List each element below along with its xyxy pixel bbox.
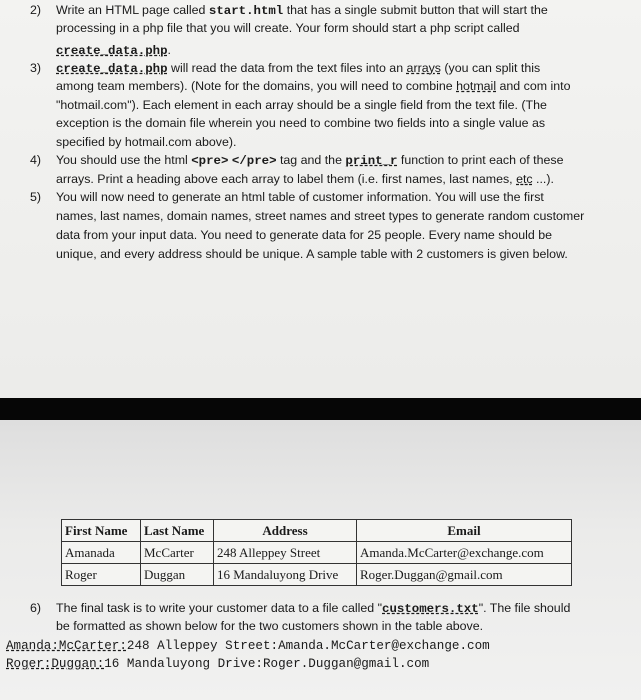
cell-last-name: Duggan: [141, 564, 214, 586]
code-token: customers.txt: [382, 602, 479, 616]
text-run: ...).: [532, 172, 554, 186]
text-run: among team members). (Note for the domains, you will need to combine: [56, 79, 457, 93]
code-token: <pre>: [191, 154, 229, 168]
text-run: processing in a php file that you will create. Your form should start a php script called: [56, 21, 520, 35]
file-line-name: Roger:Duggan:: [6, 657, 105, 671]
emphasized-word: etc: [516, 172, 533, 186]
code-token: print_r: [345, 154, 398, 168]
code-token: create_data.php: [56, 62, 168, 76]
cell-address: 248 Alleppey Street: [214, 542, 357, 564]
header-last-name: Last Name: [141, 520, 214, 542]
instruction-line: [56, 60, 540, 77]
instruction-line: [56, 600, 570, 617]
text-run: The final task is to write your customer data to a file called ": [56, 601, 383, 615]
header-email: Email: [357, 520, 572, 542]
header-address: Address: [214, 520, 357, 542]
instruction-line: [56, 2, 548, 19]
instruction-line: [56, 208, 584, 224]
text-run: data from your input data. You need to generate data for 25 people. Every name should be: [56, 228, 552, 242]
text-run: be formatted as shown below for the two customers shown in the table above.: [56, 619, 484, 633]
instruction-line: [56, 227, 552, 243]
cell-address: 16 Mandaluyong Drive: [214, 564, 357, 586]
text-run: Write an HTML page called: [56, 3, 209, 17]
table-row: [62, 564, 572, 586]
text-run: unique, and every address should be unique. A sample table with 2 customers is given below.: [56, 247, 568, 261]
item-number: 5): [30, 190, 42, 204]
instruction-line: [56, 171, 554, 187]
instruction-line: [56, 42, 171, 59]
file-line-rest: 248 Alleppey Street:Amanda.McCarter@exchange.com: [126, 639, 490, 653]
cell-email: Amanda.McCarter@exchange.com: [357, 542, 572, 564]
item-number: 6): [30, 601, 42, 615]
emphasized-word: arrays: [406, 61, 441, 75]
item-number: 3): [30, 61, 42, 75]
instruction-line: [56, 189, 544, 205]
text-run: ". The file should: [478, 601, 571, 615]
text-run: (you can split this: [440, 61, 541, 75]
text-run: exception is the domain file wherein you need to combine two fields into a single value as: [56, 116, 546, 130]
code-token: </pre>: [231, 154, 277, 168]
text-run: names, last names, domain names, street names and street types to generate random customer: [56, 209, 585, 223]
instruction-line: [56, 97, 547, 113]
text-run: that has a single submit button that will start the: [283, 3, 548, 17]
customer-table: [61, 519, 572, 586]
instruction-line: [56, 618, 483, 634]
text-run: specified by hotmail.com above).: [56, 135, 237, 149]
file-line: [6, 638, 490, 654]
cell-first-name: Roger: [62, 564, 141, 586]
instruction-line: [56, 246, 568, 262]
text-run: .: [167, 43, 171, 57]
black-separator-band: [0, 398, 641, 420]
file-line-name: Amanda:McCarter:: [6, 639, 127, 653]
instruction-line: [56, 20, 520, 36]
file-line-rest: 16 Mandaluyong Drive:Roger.Duggan@gmail.com: [104, 657, 430, 671]
text-run: arrays. Print a heading above each array to label them (i.e. first names, last names,: [56, 172, 517, 186]
emphasized-word: hotmail: [456, 79, 497, 93]
instruction-line: [56, 152, 564, 169]
text-run: "hotmail.com"). Each element in each array should be a single field from the text file. (The: [56, 98, 547, 112]
cell-first-name: Amanada: [62, 542, 141, 564]
file-line: [6, 656, 429, 672]
cell-email: Roger.Duggan@gmail.com: [357, 564, 572, 586]
instruction-line: [56, 78, 570, 94]
code-token: start.html: [208, 4, 284, 18]
instruction-line: [56, 115, 545, 131]
text-run: will read the data from the text files into an: [167, 61, 407, 75]
text-run: You will now need to generate an html table of customer information. You will use the first: [56, 190, 544, 204]
text-run: tag and the: [276, 153, 346, 167]
header-first-name: First Name: [62, 520, 141, 542]
table-header-row: [62, 520, 572, 542]
instruction-line: [56, 134, 236, 150]
table-row: [62, 542, 572, 564]
text-run: You should use the html: [56, 153, 192, 167]
text-run: function to print each of these: [397, 153, 564, 167]
text-run: and com into: [496, 79, 571, 93]
item-number: 4): [30, 153, 42, 167]
item-number: 2): [30, 3, 42, 17]
code-token: create_data.php: [56, 44, 168, 58]
cell-last-name: McCarter: [141, 542, 214, 564]
